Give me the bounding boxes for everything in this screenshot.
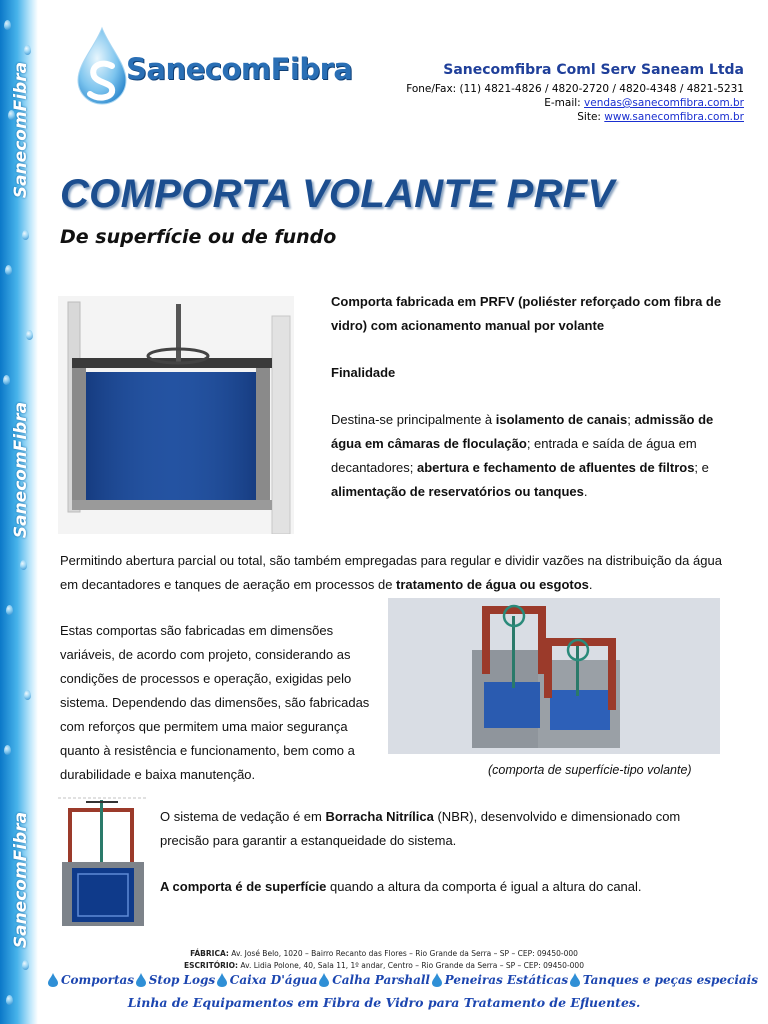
company-logo: [72, 26, 353, 106]
render-caption: (comporta de superfície-tipo volante): [488, 763, 692, 777]
water-drop-icon: [24, 45, 31, 55]
email-link[interactable]: vendas@sanecomfibra.com.br: [584, 97, 744, 109]
dimensions-text: Estas comportas são fabricadas em dimensões variáveis, de acordo com projeto, considerando as condições de processos e operação, exigidas pelo sistema. Dependendo das dimensões, são fabricadas com reforços que permitem uma maior segurança quanto à resistência e funcionamento, bem como a durabilidade e baixa manutenção.: [60, 623, 370, 782]
sealing-text: O sistema de vedação é em Borracha Nitrílica (NBR), desenvolvido e dimensionado com precisão para garantir a estanqueidade do sistema.: [160, 809, 681, 848]
water-drop-icon: [5, 265, 12, 275]
logo-drop-icon: [72, 26, 132, 106]
water-drop-icon: [3, 375, 10, 385]
page-subtitle: De superfície ou de fundo: [60, 226, 337, 248]
purpose-text: Destina-se principalmente à isolamento de canais; admissão de água em câmaras de floculação; entrada e saída de água em decantadores; abertura e fechamento de afluentes de filtros; e alimentação de reservatórios ou tanques.: [331, 412, 714, 499]
product-item-caixa-dagua[interactable]: Caixa D'água: [217, 973, 318, 987]
company-name: Sanecomfibra Coml Serv Saneam Ltda: [443, 62, 744, 78]
footer-tagline: Linha de Equipamentos em Fibra de Vidro para Tratamento de Efluentes.: [127, 995, 641, 1010]
water-drop-icon: [570, 973, 580, 987]
water-drop-icon: [20, 560, 27, 570]
intro-text: Comporta fabricada em PRFV (poliéster reforçado com fibra de vidro) com acionamento manual por volante: [331, 294, 722, 333]
sidebar-brand-word: SanecomFibra: [11, 401, 32, 539]
gate-3d-render: [388, 598, 720, 754]
water-drop-icon: [48, 973, 58, 987]
product-item-tanques[interactable]: Tanques e peças especiais: [570, 973, 758, 987]
water-drop-icon: [22, 230, 29, 240]
office-address: ESCRITÓRIO: Av. Lidia Polone, 40, Sala 11, 1º andar, Centro – Rio Grande da Serra – SP – CEP: 09450-000: [184, 961, 584, 970]
logo-text: SanecomFibra: [126, 52, 353, 86]
page-title: COMPORTA VOLANTE PRFV: [60, 172, 615, 216]
water-drop-icon: [24, 690, 31, 700]
water-drop-icon: [6, 605, 13, 615]
factory-address: FÁBRICA: Av. José Belo, 1020 – Bairro Recanto das Flores – Rio Grande da Serra – SP – CEP: 09450-000: [190, 949, 578, 958]
product-item-comportas[interactable]: Comportas: [48, 973, 134, 987]
surface-text: A comporta é de superfície quando a altura da comporta é igual a altura do canal.: [160, 879, 642, 894]
sidebar-brand-word: SanecomFibra: [11, 61, 32, 199]
water-drop-icon: [432, 973, 442, 987]
site-link[interactable]: www.sanecomfibra.com.br: [604, 111, 744, 123]
site-line: Site: www.sanecomfibra.com.br: [577, 111, 744, 123]
water-drop-icon: [4, 745, 11, 755]
water-drop-icon: [319, 973, 329, 987]
water-drop-icon: [136, 973, 146, 987]
purpose-heading: Finalidade: [331, 365, 396, 380]
water-drop-icon: [4, 20, 11, 30]
usage-text: Permitindo abertura parcial ou total, são também empregadas para regular e dividir vazões na distribuição da água em decantadores e tanques de aeração em processos de tratamento de água ou esgotos.: [60, 553, 722, 592]
water-drop-icon: [217, 973, 227, 987]
product-item-calha-parshall[interactable]: Calha Parshall: [319, 973, 430, 987]
contact-info: [406, 82, 744, 124]
product-list: [48, 973, 758, 987]
brand-sidebar: [0, 0, 38, 1024]
gate-technical-drawing: [58, 794, 148, 928]
phone-line: Fone/Fax: (11) 4821-4826 / 4820-2720 / 4820-4348 / 4821-5231: [406, 83, 744, 95]
sidebar-brand-word: SanecomFibra: [11, 811, 32, 949]
product-item-peneiras-estaticas[interactable]: Peneiras Estáticas: [432, 973, 568, 987]
email-line: E-mail: vendas@sanecomfibra.com.br: [544, 97, 744, 109]
water-drop-icon: [26, 330, 33, 340]
gate-product-photo: [58, 296, 294, 534]
product-item-stop-logs[interactable]: Stop Logs: [136, 973, 215, 987]
